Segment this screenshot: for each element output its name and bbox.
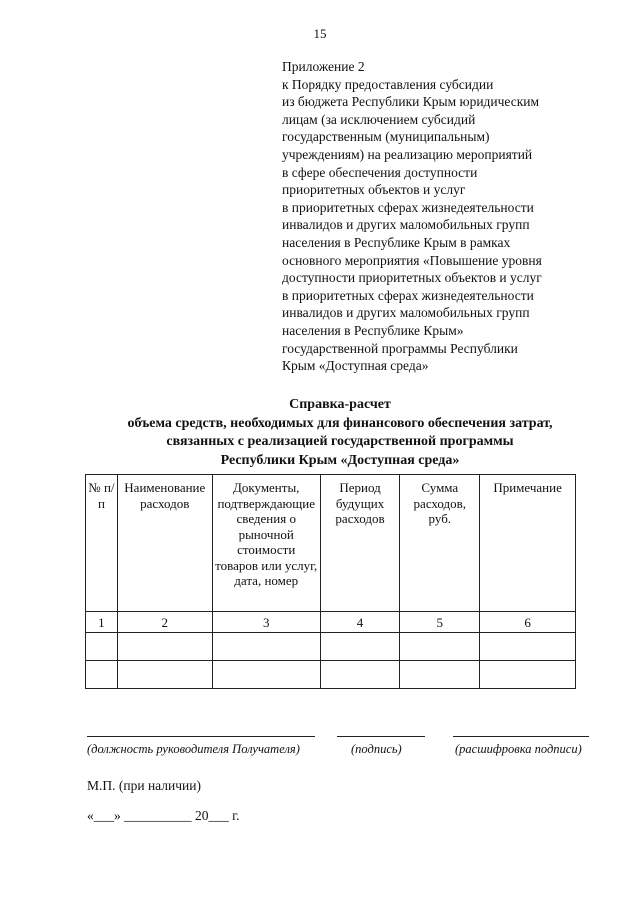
- appendix-line: инвалидов и других маломобильных групп: [282, 305, 530, 321]
- appendix-line: Крым «Доступная среда»: [282, 358, 429, 374]
- column-number-cell: 4: [320, 612, 400, 633]
- column-number-cell: 1: [86, 612, 118, 633]
- appendix-line: Приложение 2: [282, 59, 365, 74]
- appendix-line: доступности приоритетных объектов и услуг: [282, 270, 542, 286]
- appendix-line: в приоритетных сферах жизнедеятельности: [282, 199, 534, 215]
- stamp-note: М.П. (при наличии): [87, 778, 201, 793]
- appendix-line: населения в Республике Крым в рамках: [282, 234, 511, 250]
- title-line: Республики Крым «Доступная среда»: [220, 452, 460, 468]
- table-row: [86, 661, 576, 689]
- signature-label: (подпись): [351, 742, 402, 756]
- signature-decode-line[interactable]: [453, 736, 589, 737]
- appendix-block: [282, 58, 602, 375]
- column-number-cell: 6: [480, 612, 576, 633]
- table-cell[interactable]: [400, 633, 480, 661]
- appendix-line: инвалидов и других маломобильных групп: [282, 217, 530, 233]
- calculation-table: [85, 474, 576, 689]
- table-cell[interactable]: [212, 633, 320, 661]
- position-label: (должность руководителя Получателя): [87, 742, 300, 756]
- appendix-line: в приоритетных сферах жизнедеятельности: [282, 287, 534, 303]
- header-cell-documents: Документы, подтверждающие сведения о рыночной стоимости товаров или услуг, дата, номер: [212, 475, 320, 612]
- table-cell[interactable]: [480, 661, 576, 689]
- title-line: Справка-расчет: [289, 397, 391, 412]
- header-cell-note: Примечание: [480, 475, 576, 612]
- appendix-line: основного мероприятия «Повышение уровня: [282, 252, 542, 268]
- table-cell[interactable]: [86, 661, 118, 689]
- appendix-line: государственным (муниципальным): [282, 129, 490, 145]
- column-number-row: [86, 612, 576, 633]
- table-cell[interactable]: [212, 661, 320, 689]
- table-cell[interactable]: [320, 633, 400, 661]
- column-number-cell: 5: [400, 612, 480, 633]
- title-line: связанных с реализацией государственной программы: [166, 434, 514, 449]
- table-cell[interactable]: [320, 661, 400, 689]
- header-cell-amount: Сумма расходов, руб.: [400, 475, 480, 612]
- column-number-cell: 3: [212, 612, 320, 633]
- table-cell[interactable]: [117, 633, 212, 661]
- appendix-line: государственной программы Республики: [282, 340, 518, 356]
- appendix-line: в сфере обеспечения доступности: [282, 164, 478, 180]
- appendix-line: из бюджета Республики Крым юридическим: [282, 94, 540, 110]
- header-cell-period: Период будущих расходов: [320, 475, 400, 612]
- column-number-cell: 2: [117, 612, 212, 633]
- table-cell[interactable]: [400, 661, 480, 689]
- document-title: [0, 396, 640, 470]
- appendix-line: населения в Республике Крым»: [282, 322, 464, 338]
- page-number: 15: [313, 26, 327, 41]
- appendix-line: учреждениям) на реализацию мероприятий: [282, 146, 533, 162]
- appendix-line: лицам (за исключением субсидий: [282, 111, 476, 127]
- table-cell[interactable]: [117, 661, 212, 689]
- title-line: объема средств, необходимых для финансового обеспечения затрат,: [127, 415, 553, 431]
- table-cell[interactable]: [86, 633, 118, 661]
- header-cell-number: № п/п: [86, 475, 118, 612]
- signature-line[interactable]: [337, 736, 425, 737]
- position-signature-line[interactable]: [87, 736, 315, 737]
- header-cell-expense-name: Наименование расходов: [117, 475, 212, 612]
- table-row: [86, 633, 576, 661]
- appendix-line: приоритетных объектов и услуг: [282, 182, 466, 198]
- signature-decode-label: (расшифровка подписи): [455, 742, 582, 756]
- table-header-row: [86, 475, 576, 612]
- date-field[interactable]: «___» __________ 20___ г.: [87, 808, 240, 823]
- appendix-line: к Порядку предоставления субсидии: [282, 76, 494, 92]
- table-cell[interactable]: [480, 633, 576, 661]
